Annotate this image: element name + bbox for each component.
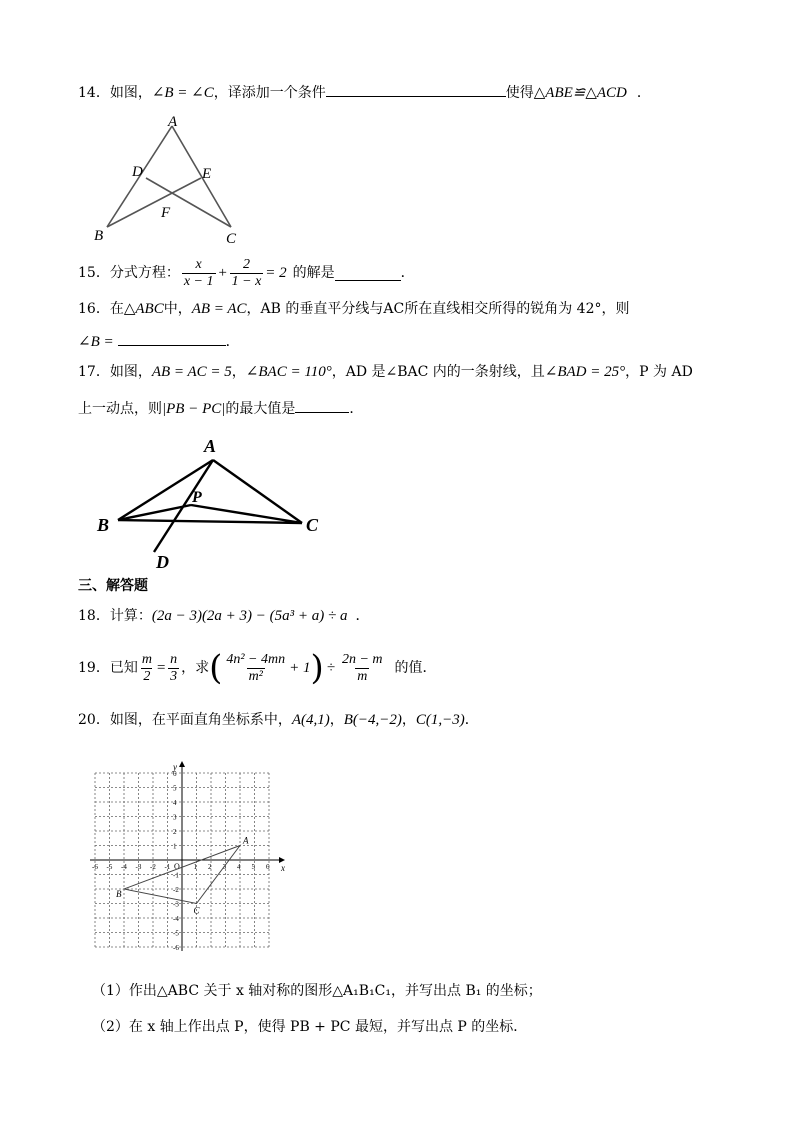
x-axis-label: x (281, 863, 285, 873)
y-tick-label: -6 (173, 944, 179, 952)
answer-blank-16[interactable] (118, 331, 226, 346)
x-tick-label: 5 (251, 863, 255, 871)
label-B: B (94, 228, 104, 244)
point-label-C: C (193, 905, 200, 916)
coordinate-grid (90, 748, 300, 960)
label-A: A (204, 436, 217, 456)
fraction-2: $\frac{2}{1 - x}$ (231, 256, 262, 289)
point-label-B: B (116, 889, 122, 899)
x-tick-label: -5 (106, 863, 113, 871)
question-20-part-1: （1）作出△ABC 关于 x 轴对称的图形△A₁B₁C₁，并写出点 B₁ 的坐标； (92, 983, 542, 999)
x-tick-label: -3 (135, 863, 142, 871)
y-tick-label: 5 (173, 784, 177, 793)
y-tick-label: 1 (173, 842, 177, 851)
y-tick-label: 3 (173, 813, 177, 822)
x-tick-label: 3 (222, 863, 226, 871)
fraction-1: $\frac{x}{x - 1}$ (183, 256, 214, 289)
label-C: C (226, 231, 237, 247)
x-tick-label: -4 (121, 863, 127, 871)
question-17: 17．如图，AB = AC = 5，∠BAC = 110°，AD 是∠BAC 内的一条射线，且∠BAD = 25°，P 为 AD (78, 364, 693, 380)
question-19: 19． 已知 $\frac{m}{2}$ = $\frac{n}{3}$ ，求 ( $\frac{\text{4n² − 4mn}}{\text{m²}}$ + 1 ) ÷ $\frac{2n - m}{m}$ 的值． (78, 648, 437, 688)
y-tick-label: -4 (173, 915, 179, 923)
label-D: D (156, 552, 169, 572)
answer-blank-14[interactable] (326, 82, 506, 97)
point-label-A: A (243, 835, 249, 846)
x-tick-label: -2 (150, 863, 156, 871)
x-tick-label: -6 (92, 863, 98, 871)
figure-q14 (88, 112, 248, 248)
question-16: 16．在△ABC中，AB = AC，AB 的垂直平分线与AC所在直线相交所得的锐角为 42°，则 (78, 301, 630, 317)
label-C: C (306, 515, 319, 535)
question-14: 14．如图，∠B = ∠C，译添加一个条件 使得△ABE≌△ACD ． (78, 82, 651, 103)
label-D: D (132, 164, 143, 180)
y-axis-label: y (173, 762, 177, 772)
answer-blank-15[interactable] (335, 266, 401, 281)
y-tick-label: 6 (173, 770, 177, 778)
x-tick-label: 4 (237, 863, 241, 871)
answer-blank-17[interactable] (295, 398, 349, 413)
figure-q17 (92, 430, 332, 572)
label-P: P (192, 489, 202, 506)
label-B: B (97, 515, 110, 535)
y-tick-label: -3 (173, 900, 179, 909)
x-tick-label: -1 (164, 863, 171, 871)
label-A: A (168, 114, 178, 130)
question-17-line2: 上一动点，则|PB − PC|的最大值是 ． (78, 398, 363, 419)
x-tick-label: 2 (208, 863, 212, 871)
section-heading-3: 三、解答题 (78, 578, 148, 594)
x-tick-label: 6 (266, 863, 270, 871)
question-16-line2: ∠B = ． (78, 331, 240, 352)
question-18: 18．计算：(2a − 3)(2a + 3) − (5a³ + a) ÷ a ． (78, 608, 370, 624)
question-20-part-2: （2）在 x 轴上作出点 P，使得 PB + PC 最短，并写出点 P 的坐标． (92, 1019, 528, 1035)
question-15: 15． 分式方程： $\frac{x}{x - 1}$ + $\frac{2}{1 - x}$ = 2 的解是 ． (78, 256, 415, 289)
question-20: 20．如图，在平面直角坐标系中，A(4,1)，B(−4,−2)，C(1,−3)． (78, 712, 479, 728)
label-F: F (161, 205, 171, 221)
y-tick-label: 4 (173, 799, 177, 807)
y-tick-label: -1 (173, 871, 179, 880)
y-tick-label: -5 (173, 929, 179, 938)
y-tick-label: 2 (173, 828, 177, 836)
y-tick-label: -2 (173, 886, 179, 894)
origin-label: O (174, 862, 180, 871)
x-tick-label: 1 (193, 863, 197, 871)
y-axis-arrow (179, 761, 185, 767)
label-E: E (202, 166, 212, 182)
